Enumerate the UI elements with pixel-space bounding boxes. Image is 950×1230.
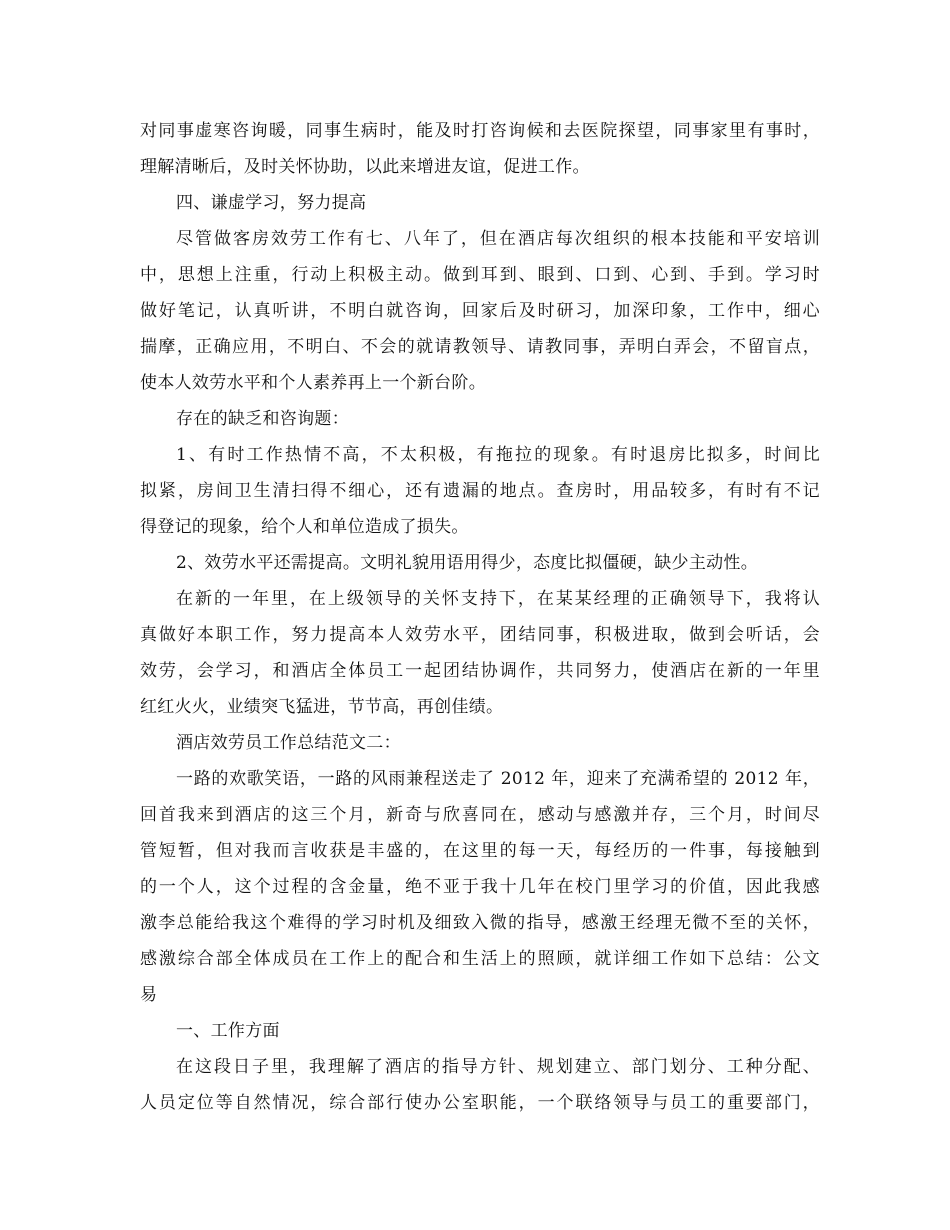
text-line: 1、有时工作热情不高，不太积极，有拖拉的现象。有时退房比拟多，时间比 — [176, 445, 820, 465]
text-line: 做好笔记，认真听讲，不明白就咨询，回家后及时研习，加深印象，工作中，细心 — [140, 301, 820, 321]
section-heading: 存在的缺乏和咨询题： — [176, 409, 349, 429]
text-line: 激李总能给我这个难得的学习时机及细致入微的指导，感激王经理无微不至的关怀， — [140, 913, 820, 933]
text-line: 感激综合部全体成员在工作上的配合和生活上的照顾，就详细工作如下总结：公文 — [140, 949, 820, 969]
text-line: 对同事虚寒咨询暖，同事生病时，能及时打咨询候和去医院探望，同事家里有事时， — [140, 121, 820, 141]
text-line: 红红火火，业绩突飞猛进，节节高，再创佳绩。 — [140, 697, 504, 717]
section-heading: 四、谦虚学习，努力提高 — [176, 193, 367, 213]
text-line: 管短暂，但对我而言收获是丰盛的，在这里的每一天，每经历的一件事，每接触到 — [140, 841, 820, 861]
section-heading: 一、工作方面 — [176, 1021, 280, 1041]
text-line: 回首我来到酒店的这三个月，新奇与欣喜同在，感动与感激并存，三个月，时间尽 — [140, 805, 820, 825]
text-line: 易 — [140, 985, 158, 1005]
text-line: 中，思想上注重，行动上积极主动。做到耳到、眼到、口到、心到、手到。学习时 — [140, 265, 820, 285]
text-line: 拟紧，房间卫生清扫得不细心，还有遗漏的地点。查房时，用品较多，有时有不记 — [140, 481, 820, 501]
text-line: 揣摩，正确应用，不明白、不会的就请教领导、请教同事，弄明白弄会，不留盲点， — [140, 337, 820, 357]
text-line: 人员定位等自然情况，综合部行使办公室职能，一个联络领导与员工的重要部门， — [140, 1093, 820, 1113]
text-line: 一路的欢歌笑语，一路的风雨兼程送走了 2012 年，迎来了充满希望的 2012 年， — [176, 769, 820, 789]
text-line: 在这段日子里，我理解了酒店的指导方针、规划建立、部门划分、工种分配、 — [176, 1057, 820, 1077]
text-line: 理解清晰后，及时关怀协助，以此来增进友谊，促进工作。 — [140, 157, 590, 177]
text-line: 效劳，会学习，和酒店全体员工一起团结协调作，共同努力，使酒店在新的一年里 — [140, 661, 820, 681]
section-heading: 酒店效劳员工作总结范文二： — [176, 733, 401, 753]
text-line: 尽管做客房效劳工作有七、八年了，但在酒店每次组织的根本技能和平安培训 — [176, 229, 820, 249]
text-line: 真做好本职工作，努力提高本人效劳水平，团结同事，积极进取，做到会听话，会 — [140, 625, 820, 645]
text-line: 的一个人，这个过程的含金量，绝不亚于我十几年在校门里学习的价值，因此我感 — [140, 877, 820, 897]
text-line: 2、效劳水平还需提高。文明礼貌用语用得少，态度比拟僵硬，缺少主动性。 — [176, 553, 759, 573]
text-line: 得登记的现象，给个人和单位造成了损失。 — [140, 517, 469, 537]
text-line: 使本人效劳水平和个人素养再上一个新台阶。 — [140, 373, 486, 393]
text-line: 在新的一年里，在上级领导的关怀支持下，在某某经理的正确领导下，我将认 — [176, 589, 820, 609]
